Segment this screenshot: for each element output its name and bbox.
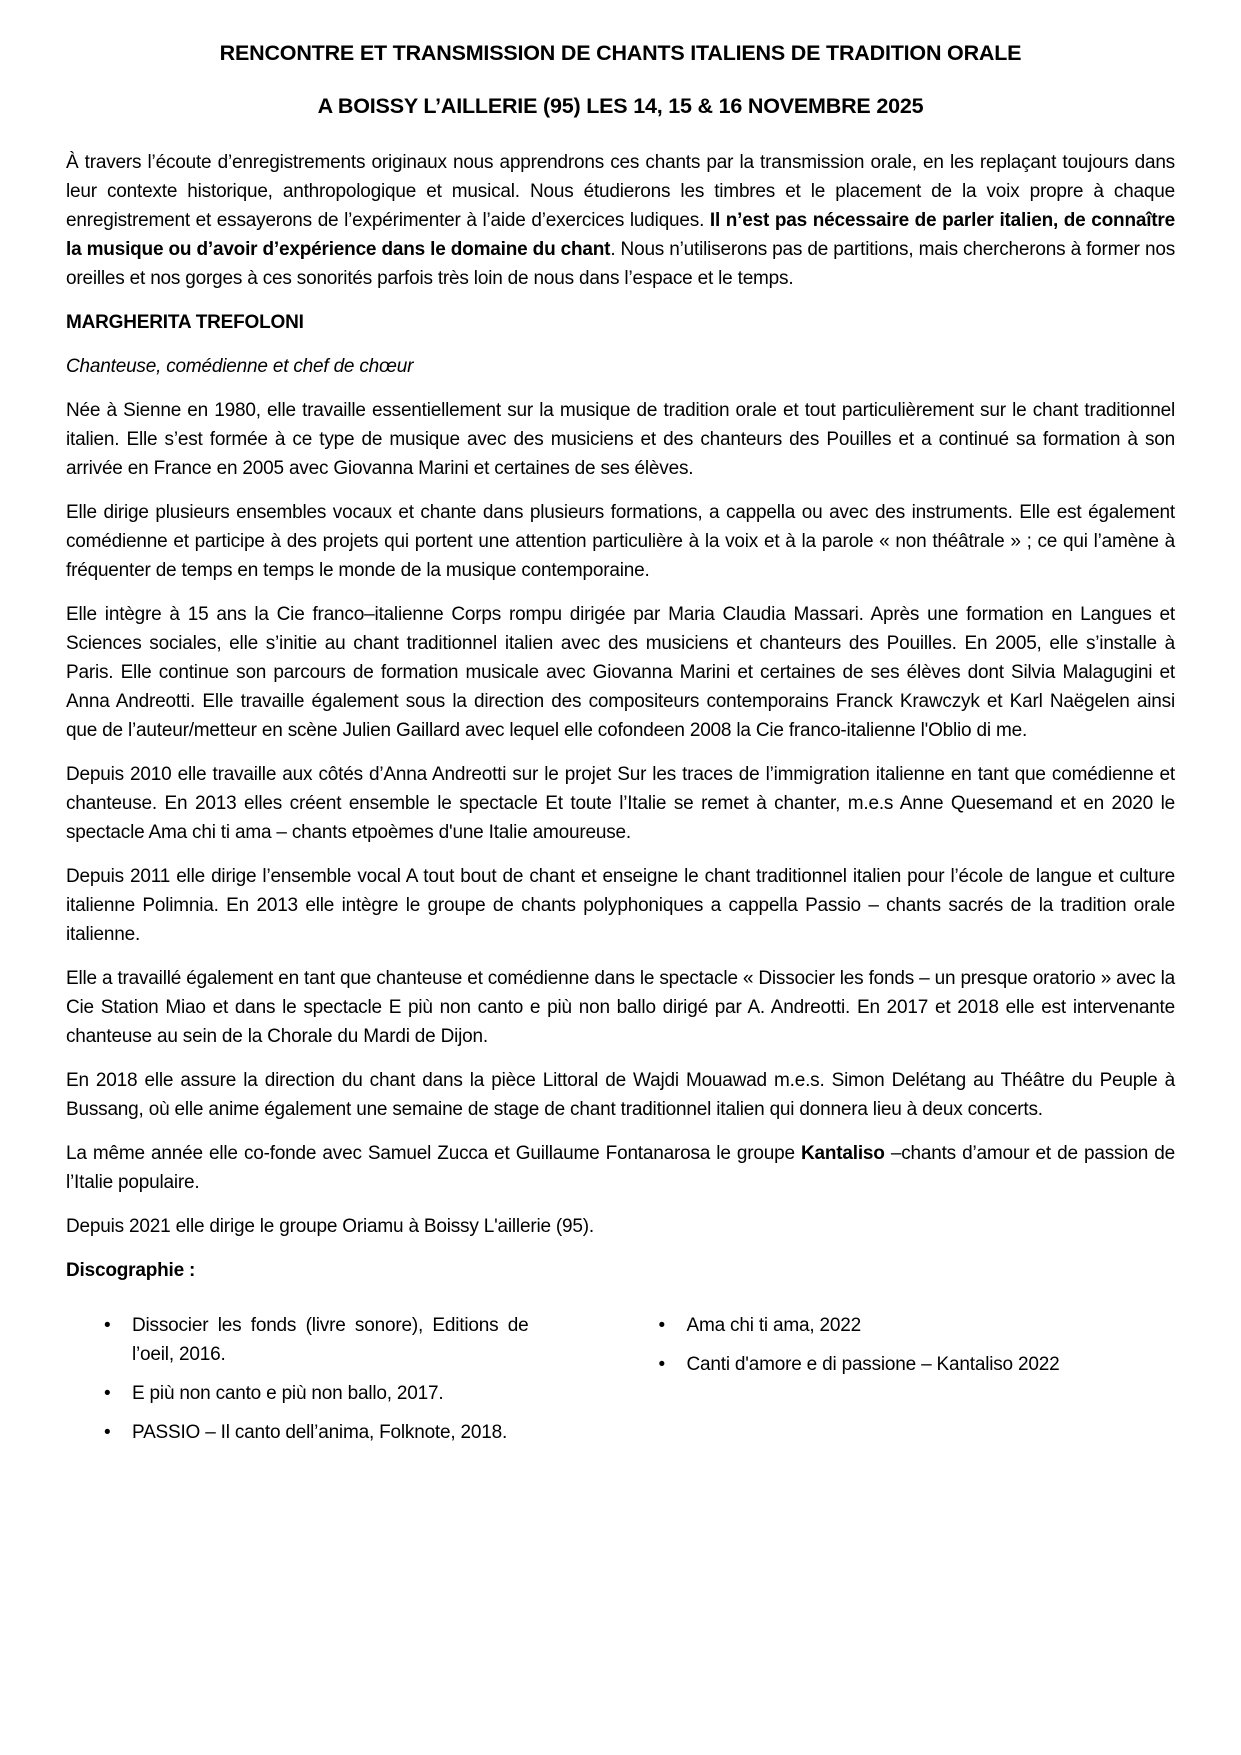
bio-paragraph-6: Elle a travaillé également en tant que chanteuse et comédienne dans le spectacle « Dissocier les fonds – un presque oratorio » avec la Cie Station Miao et dans le spectacle E più non canto e più non ballo dirigé par A. Andreotti. En 2017 et 2018 elle est intervenante chanteuse au sein de la Chorale du Mardi de Dijon. <box>66 967 1175 1047</box>
bio-paragraph-1: Née à Sienne en 1980, elle travaille essentiellement sur la musique de tradition orale et tout particulièrement sur le chant traditionnel italien. Elle s’est formée à ce type de musique avec des musiciens et des chanteurs des Pouilles et a continué sa formation à son arrivée en France en 2005 avec Giovanna Marini et certaines de ses élèves. <box>66 399 1175 479</box>
kantaliso-text-bold: Kantaliso <box>800 1142 885 1164</box>
discography-heading: Discographie : <box>66 1259 196 1281</box>
discography-item: • Canti d'amore e di passione – Kantaliso 2022 <box>621 1350 1176 1379</box>
document-title: RENCONTRE ET TRANSMISSION DE CHANTS ITALIENS DE TRADITION ORALE <box>219 41 1022 65</box>
bio-paragraph-3: Elle intègre à 15 ans la Cie franco–italienne Corps rompu dirigée par Maria Claudia Massari. Après une formation en Langues et Sciences sociales, elle s’initie au chant traditionnel italien avec des musiciens et chanteurs des Pouilles. En 2005, elle s’installe à Paris. Elle continue son parcours de formation musicale avec Giovanna Marini et certaines de ses élèves dont Silvia Malagugini et Anna Andreotti. Elle travaille également sous la direction des compositeurs contemporains Franck Krawczyk et Karl Naëgelen ainsi que de l’auteur/metteur en scène Julien Gaillard avec lequel elle cofondeen 2008 la Cie franco-italienne l'Oblio di me. <box>66 603 1175 741</box>
discography-right-column <box>621 1311 1176 1457</box>
discography-columns <box>66 1311 1175 1457</box>
kantaliso-text-before: La même année elle co-fonde avec Samuel Zucca et Guillaume Fontanarosa le groupe <box>66 1142 801 1164</box>
kantaliso-text-after: –chants d’amour et de passion de l’Italie populaire. <box>66 1142 1175 1193</box>
bio-paragraph-5: Depuis 2011 elle dirige l’ensemble vocal A tout bout de chant et enseigne le chant traditionnel italien pour l’école de langue et culture italienne Polimnia. En 2013 elle intègre le groupe de chants polyphoniques a cappella Passio – chants sacrés de la tradition orale italienne. <box>66 865 1175 945</box>
bio-paragraph-4: Depuis 2010 elle travaille aux côtés d’Anna Andreotti sur le projet Sur les traces de l’immigration italienne en tant que comédienne et chanteuse. En 2013 elles créent ensemble le spectacle Et toute l’Italie se remet à chanter, m.e.s Anne Quesemand et en 2020 le spectacle Ama chi ti ama – chants etpoèmes d'une Italie amoureuse. <box>66 763 1175 843</box>
document-subtitle: A BOISSY L’AILLERIE (95) LES 14, 15 & 16 NOVEMBRE 2025 <box>317 93 924 118</box>
intro-text-before: À travers l’écoute d’enregistrements originaux nous apprendrons ces chants par la transmission orale, en les replaçant toujours dans leur contexte historique, anthropologique et musical. Nous étudierons les timbres et le placement de la voix propre à chaque enregistrement et essayerons de l’expérimenter à l’aide d’exercices ludiques. <box>66 151 1175 231</box>
discography-right-list <box>621 1311 1176 1379</box>
discography-item: • Dissocier les fonds (livre sonore), Editions de l’oeil, 2016. <box>66 1311 621 1369</box>
bio-role-line: Chanteuse, comédienne et chef de chœur <box>66 355 414 377</box>
intro-text-bold: Il n’est pas nécessaire de parler italien, de connaître la musique ou d’avoir d’expérience dans le domaine du chant <box>66 209 1175 260</box>
discography-item: • PASSIO – Il canto dell’anima, Folknote, 2018. <box>66 1418 621 1447</box>
bio-paragraph-7: En 2018 elle assure la direction du chant dans la pièce Littoral de Wajdi Mouawad m.e.s. Simon Delétang au Théâtre du Peuple à Bussang, où elle anime également une semaine de stage de chant traditionnel italien qui donnera lieu à deux concerts. <box>66 1069 1175 1120</box>
intro-text-after: . Nous n’utiliserons pas de partitions, mais chercherons à former nos oreilles et nos gorges à ces sonorités parfois très loin de nous dans l’espace et le temps. <box>66 238 1175 289</box>
bio-name-heading: MARGHERITA TREFOLONI <box>66 311 304 333</box>
discography-left-list <box>66 1311 621 1447</box>
intro-paragraph <box>66 148 1175 293</box>
bio-paragraph-last: Depuis 2021 elle dirige le groupe Oriamu à Boissy L'aillerie (95). <box>66 1215 594 1237</box>
discography-item: • Ama chi ti ama, 2022 <box>621 1311 1176 1340</box>
discography-left-column <box>66 1311 621 1457</box>
bio-paragraph-kantaliso <box>66 1139 1175 1197</box>
discography-item: • E più non canto e più non ballo, 2017. <box>66 1379 621 1408</box>
bio-paragraph-2: Elle dirige plusieurs ensembles vocaux et chante dans plusieurs formations, a cappella ou avec des instruments. Elle est également comédienne et participe à des projets qui portent une attention particulière à la voix et à la parole « non théâtrale » ; ce qui l’amène à fréquenter de temps en temps le monde de la musique contemporaine. <box>66 501 1175 581</box>
